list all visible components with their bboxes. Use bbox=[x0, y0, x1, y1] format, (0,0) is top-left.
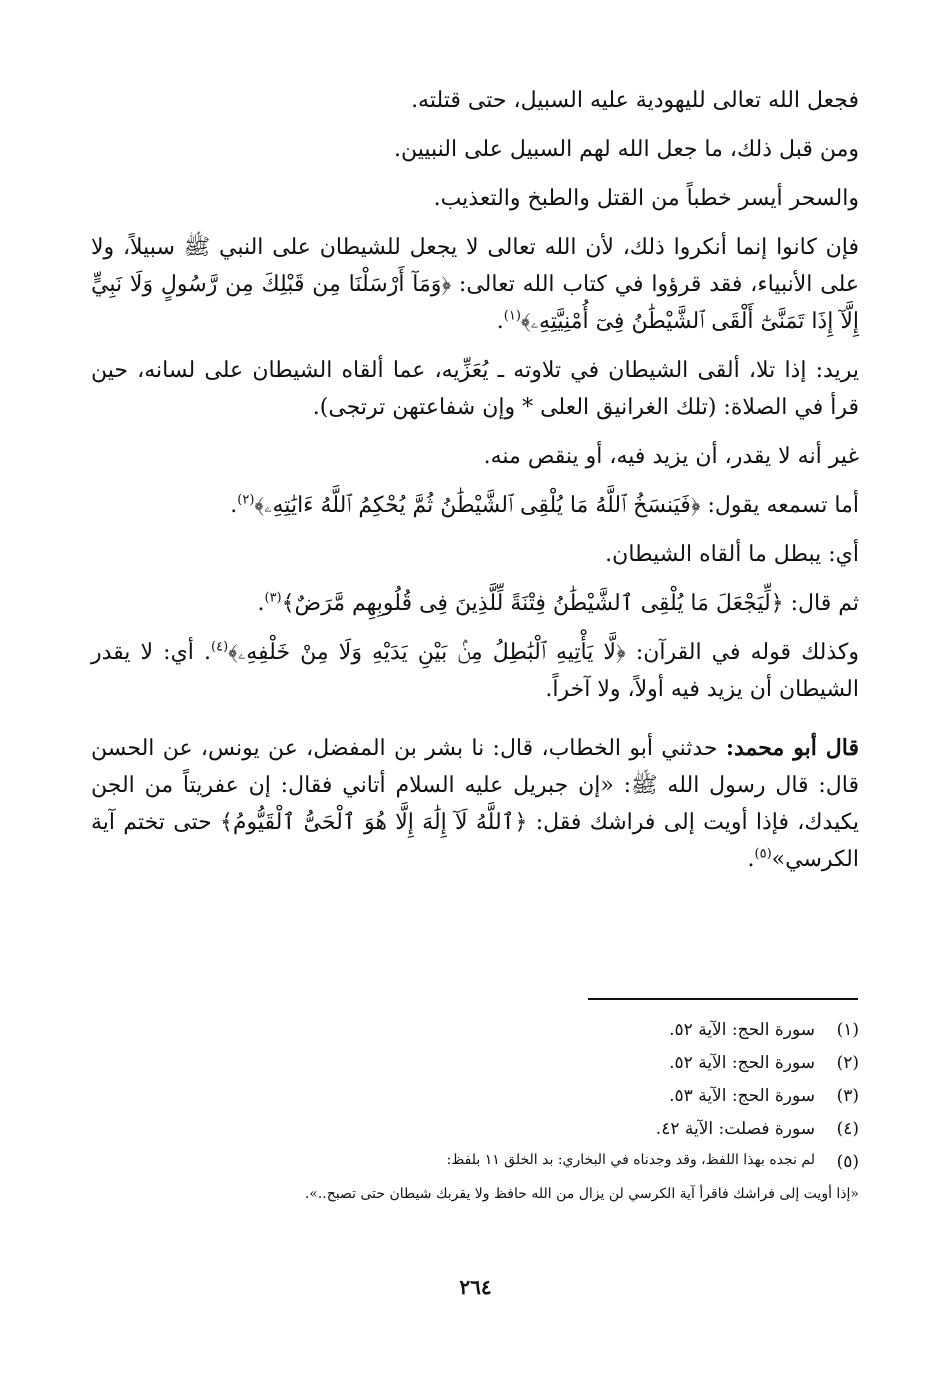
paragraph-8-text: أي: يبطل ما ألقاه الشيطان. bbox=[605, 542, 859, 567]
footnote-number: (٤) bbox=[836, 1119, 859, 1139]
paragraph-9: ثم قال: ﴿لِّيَجْعَلَ مَا يُلْقِى ٱلشَّيْطَٰنُ فِتْنَةً لِّلَّذِينَ فِى قُلُوبِهِم مَّرَضٌ﴾$^{(٣)}$. bbox=[257, 590, 859, 616]
footnote-text: سورة الحج: الآية ٥٣. bbox=[669, 1086, 815, 1106]
footnote-divider bbox=[588, 998, 858, 1000]
paragraph-7: أما تسمعه يقول: ﴿فَيَنسَخُ ٱللَّهُ مَا يُلْقِى ٱلشَّيْطَٰنُ ثُمَّ يُحْكِمُ ٱللَّهُ ءَايَٰتِهِۦ﴾$^{(٢)}$. bbox=[230, 492, 859, 518]
paragraph-10-text: وكذلك قوله في القرآن: ﴿لَّا يَأْتِيهِ ٱلْبَٰطِلُ مِنۢ بَيْنِ يَدَيْهِ وَلَا مِنْ خَلْفِهِۦ﴾ bbox=[228, 640, 859, 665]
note-ref-3: (٣) bbox=[264, 590, 282, 606]
note-ref-1: (١) bbox=[503, 308, 521, 324]
footnote-3 bbox=[91, 1080, 859, 1113]
footnote-1 bbox=[91, 1014, 859, 1047]
paragraph-3-text: والسحر أيسر خطباً من القتل والطبخ والتعذيب. bbox=[433, 186, 859, 211]
footnote-text: سورة فصلت: الآية ٤٢. bbox=[655, 1119, 815, 1139]
note-ref-5: (٥) bbox=[754, 846, 772, 862]
paragraph-2-text: ومن قبل ذلك، ما جعل الله لهم السبيل على النبيين. bbox=[393, 137, 859, 162]
paragraph-2 bbox=[91, 131, 859, 168]
paragraph-10: وكذلك قوله في القرآن: ﴿لَّا يَأْتِيهِ ٱلْبَٰطِلُ مِنۢ بَيْنِ يَدَيْهِ وَلَا مِنْ خَلْفِهِۦ﴾$^{(٤)}$. أي: لا يقدر الشيطان أن يزيد فيه أولاً، ولا آخراً. bbox=[91, 639, 859, 702]
footnote-number: (١) bbox=[836, 1020, 859, 1040]
paragraph-5-text: يريد: إذا تلا، ألقى الشيطان في تلاوته ـ يُعَزِّيه، عما ألقاه الشيطان على لسانه، حين قرأ في الصلاة: (تلك الغرانيق العلى * وإن شفاعتهن ترتجى). bbox=[91, 358, 859, 420]
footnote-number: (٥) bbox=[836, 1152, 859, 1172]
paragraph-8 bbox=[91, 536, 859, 573]
paragraph-3 bbox=[91, 180, 859, 217]
footnote-5-quote: «إذا أويت إلى فراشك فاقرأ آية الكرسي لن يزال من الله حافظ ولا يقربك شيطان حتى تصبح..». bbox=[304, 1186, 859, 1202]
page-number: ٢٦٤ bbox=[459, 1275, 492, 1299]
paragraph-5 bbox=[91, 352, 859, 426]
footnotes bbox=[91, 1014, 859, 1209]
footnote-5 bbox=[91, 1146, 859, 1179]
footnote-text: سورة الحج: الآية ٥٢. bbox=[669, 1020, 815, 1040]
note-ref-4: (٤) bbox=[211, 639, 229, 655]
paragraph-7-text: أما تسمعه يقول: ﴿فَيَنسَخُ ٱللَّهُ مَا يُلْقِى ٱلشَّيْطَٰنُ ثُمَّ يُحْكِمُ ٱللَّهُ ءَايَٰتِهِۦ﴾ bbox=[254, 493, 859, 518]
footnote-text: سورة الحج: الآية ٥٢. bbox=[669, 1053, 815, 1073]
paragraph-4-text: فإن كانوا إنما أنكروا ذلك، لأن الله تعالى لا يجعل للشيطان على النبي ﷺ سبيلاً، ولا على الأنبياء، فقد قرؤوا في كتاب الله تعالى: ﴿وَمَآ أَرْسَلْنَا مِن قَبْلِكَ مِن رَّسُولٍ وَلَا نَبِيٍّ إِلَّآ إِذَا تَمَنَّىٰٓ أَلْقَى ٱلشَّيْطَٰنُ فِىٓ أُمْنِيَّتِهِۦ﴾ bbox=[91, 235, 859, 334]
paragraph-6 bbox=[91, 438, 859, 475]
paragraph-10-tail: أي: لا يقدر الشيطان أن يزيد فيه أولاً، ولا آخراً. bbox=[91, 640, 859, 702]
paragraph-1 bbox=[91, 82, 859, 119]
paragraph-11-text: حدثني أبو الخطاب، قال: نا بشر بن المفضل، عن يونس، عن الحسن قال: قال رسول الله ﷺ: «إن جبريل عليه السلام أتاني فقال: إن عفريتاً من الجن يكيدك، فإذا أويت إلى فراشك فقل: ﴿ٱللَّهُ لَآ إِلَٰهَ إِلَّا هُوَ ٱلْحَىُّ ٱلْقَيُّومُ﴾ حتى تختم آية الكرسي» bbox=[91, 736, 859, 872]
footnote-4 bbox=[91, 1113, 859, 1146]
paragraph-11: قال أبو محمد: حدثني أبو الخطاب، قال: نا بشر بن المفضل، عن يونس، عن الحسن قال: قال رسول الله ﷺ: «إن جبريل عليه السلام أتاني فقال: إن عفريتاً من الجن يكيدك، فإذا أويت إلى فراشك فقل: ﴿ٱللَّهُ لَآ إِلَٰهَ إِلَّا هُوَ ٱلْحَىُّ ٱلْقَيُّومُ﴾ حتى تختم آية الكرسي»$^{(٥)}$. bbox=[91, 735, 860, 872]
footnote-text: لم نجده بهذا اللفظ، وقد وجدناه في البخاري: بد الخلق ١١ بلفظ: bbox=[446, 1152, 815, 1168]
paragraph-1-text: فجعل الله تعالى لليهودية عليه السبيل، حتى قتلته. bbox=[411, 88, 859, 113]
paragraph-4: فإن كانوا إنما أنكروا ذلك، لأن الله تعالى لا يجعل للشيطان على النبي ﷺ سبيلاً، ولا على الأنبياء، فقد قرؤوا في كتاب الله تعالى: ﴿وَمَآ أَرْسَلْنَا مِن قَبْلِكَ مِن رَّسُولٍ وَلَا نَبِيٍّ إِلَّآ إِذَا تَمَنَّىٰٓ أَلْقَى ٱلشَّيْطَٰنُ فِىٓ أُمْنِيَّتِهِۦ﴾$^{(١)}$. bbox=[91, 235, 859, 334]
footnote-2 bbox=[91, 1047, 859, 1080]
paragraph-6-text: غير أنه لا يقدر، أن يزيد فيه، أو ينقص منه. bbox=[483, 444, 859, 469]
speaker-label: قال أبو محمد: bbox=[725, 735, 860, 761]
note-ref-2: (٢) bbox=[237, 492, 255, 508]
footnote-number: (٢) bbox=[836, 1053, 859, 1073]
main-text bbox=[91, 82, 859, 890]
paragraph-9-text: ثم قال: ﴿لِّيَجْعَلَ مَا يُلْقِى ٱلشَّيْطَٰنُ فِتْنَةً لِّلَّذِينَ فِى قُلُوبِهِم مَّرَضٌ﴾ bbox=[281, 591, 859, 616]
footnote-number: (٣) bbox=[836, 1086, 859, 1106]
